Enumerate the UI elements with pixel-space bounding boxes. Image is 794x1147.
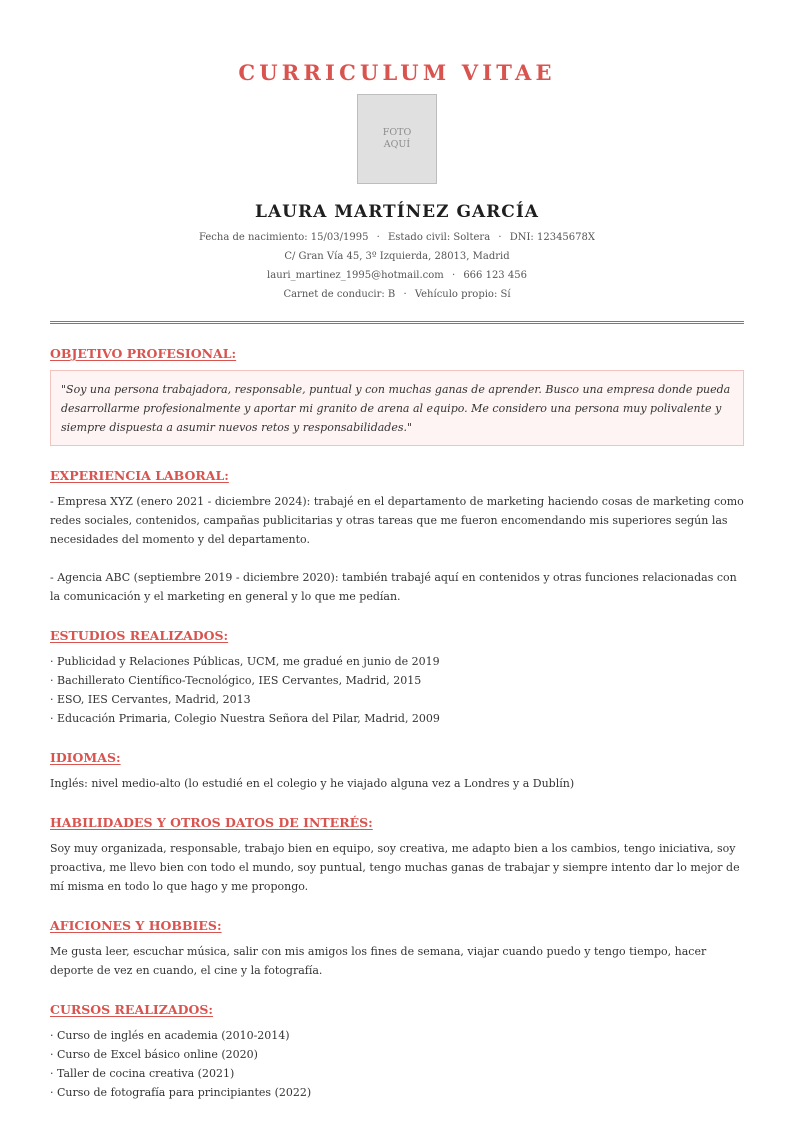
experience-item: - Agencia ABC (septiembre 2019 - diciembre 2020): también trabajé aquí en contenidos y otras funciones relacionadas con la comunicación y el marketing en general y lo que me pedían.	[50, 571, 737, 603]
section-title-courses: CURSOS REALIZADOS:	[50, 1002, 213, 1017]
civil-status: Estado civil: Soltera	[388, 232, 491, 243]
education-item: · Publicidad y Relaciones Públicas, UCM, me gradué en junio de 2019	[50, 655, 440, 668]
address: C/ Gran Vía 45, 3º Izquierda, 28013, Madrid	[284, 251, 510, 262]
section-experience	[50, 468, 744, 606]
separator: ·	[376, 232, 380, 243]
section-title-education: ESTUDIOS REALIZADOS:	[50, 628, 229, 643]
course-item: · Curso de Excel básico online (2020)	[50, 1048, 258, 1061]
personal-info	[50, 228, 744, 304]
info-line-1	[50, 228, 744, 247]
own-vehicle: Vehículo propio: Sí	[414, 289, 511, 300]
section-languages	[50, 750, 744, 793]
section-title-objective: OBJETIVO PROFESIONAL:	[50, 346, 237, 361]
photo-placeholder-line1: FOTO	[382, 127, 412, 138]
separator: ·	[498, 232, 502, 243]
section-title-skills: HABILIDADES Y OTROS DATOS DE INTERÉS:	[50, 815, 373, 830]
candidate-name: LAURA MARTÍNEZ GARCÍA	[255, 202, 539, 222]
email: lauri_martinez_1995@hotmail.com	[267, 270, 444, 281]
info-line-4	[50, 285, 744, 304]
cv-header	[50, 60, 744, 304]
document-title: CURRICULUM VITAE	[238, 60, 556, 85]
dni: DNI: 12345678X	[509, 232, 596, 243]
birth-date: Fecha de nacimiento: 15/03/1995	[198, 232, 369, 243]
course-item: · Curso de fotografía para principiantes (2022)	[50, 1086, 312, 1099]
section-title-languages: IDIOMAS:	[50, 750, 121, 765]
info-line-3	[50, 266, 744, 285]
skills-text: Soy muy organizada, responsable, trabajo bien en equipo, soy creativa, me adapto bien a los cambios, tengo iniciativa, soy proactiva, me llevo bien con todo el mundo, soy puntual, tengo muchas ganas de trabajar y siempre intento dar lo mejor de mí misma en todo lo que hago y me propongo.	[50, 842, 740, 893]
section-title-hobbies: AFICIONES Y HOBBIES:	[50, 918, 222, 933]
photo-placeholder-line2: AQUÍ	[383, 139, 411, 150]
hobbies-text: Me gusta leer, escuchar música, salir con mis amigos los fines de semana, viajar cuando puedo y tengo tiempo, hacer deporte de vez en cuando, el cine y la fotografía.	[50, 945, 707, 977]
phone: 666 123 456	[463, 270, 527, 281]
section-education	[50, 628, 744, 728]
experience-item: - Empresa XYZ (enero 2021 - diciembre 2024): trabajé en el departamento de marketing haciendo cosas de marketing como redes sociales, contenidos, campañas publicitarias y otras tareas que me fueron encomendando mis superiores según las necesidades del momento y del departamento.	[50, 495, 744, 546]
driving-license: Carnet de conducir: B	[283, 289, 396, 300]
header-divider	[50, 321, 744, 324]
education-item: · ESO, IES Cervantes, Madrid, 2013	[50, 693, 251, 706]
photo-placeholder	[357, 94, 437, 184]
objective-quote: "Soy una persona trabajadora, responsable, puntual y con muchas ganas de aprender. Busco una empresa donde pueda desarrollarme profesionalmente y aportar mi granito de arena al equipo. Me considero una persona muy polivalente y siempre dispuesta a asumir nuevos retos y responsabilidades."	[50, 370, 744, 446]
section-hobbies	[50, 918, 744, 980]
languages-text: Inglés: nivel medio-alto (lo estudié en el colegio y he viajado alguna vez a Londres y a Dublín)	[50, 777, 575, 790]
section-courses	[50, 1002, 744, 1102]
info-line-2	[50, 247, 744, 266]
section-skills	[50, 815, 744, 896]
separator: ·	[451, 270, 456, 281]
section-objective	[50, 346, 744, 446]
course-item: · Taller de cocina creativa (2021)	[50, 1067, 235, 1080]
separator: ·	[403, 289, 407, 300]
section-title-experience: EXPERIENCIA LABORAL:	[50, 468, 229, 483]
education-item: · Bachillerato Científico-Tecnológico, IES Cervantes, Madrid, 2015	[50, 674, 422, 687]
course-item: · Curso de inglés en academia (2010-2014)	[50, 1029, 290, 1042]
education-item: · Educación Primaria, Colegio Nuestra Señora del Pilar, Madrid, 2009	[50, 712, 440, 725]
